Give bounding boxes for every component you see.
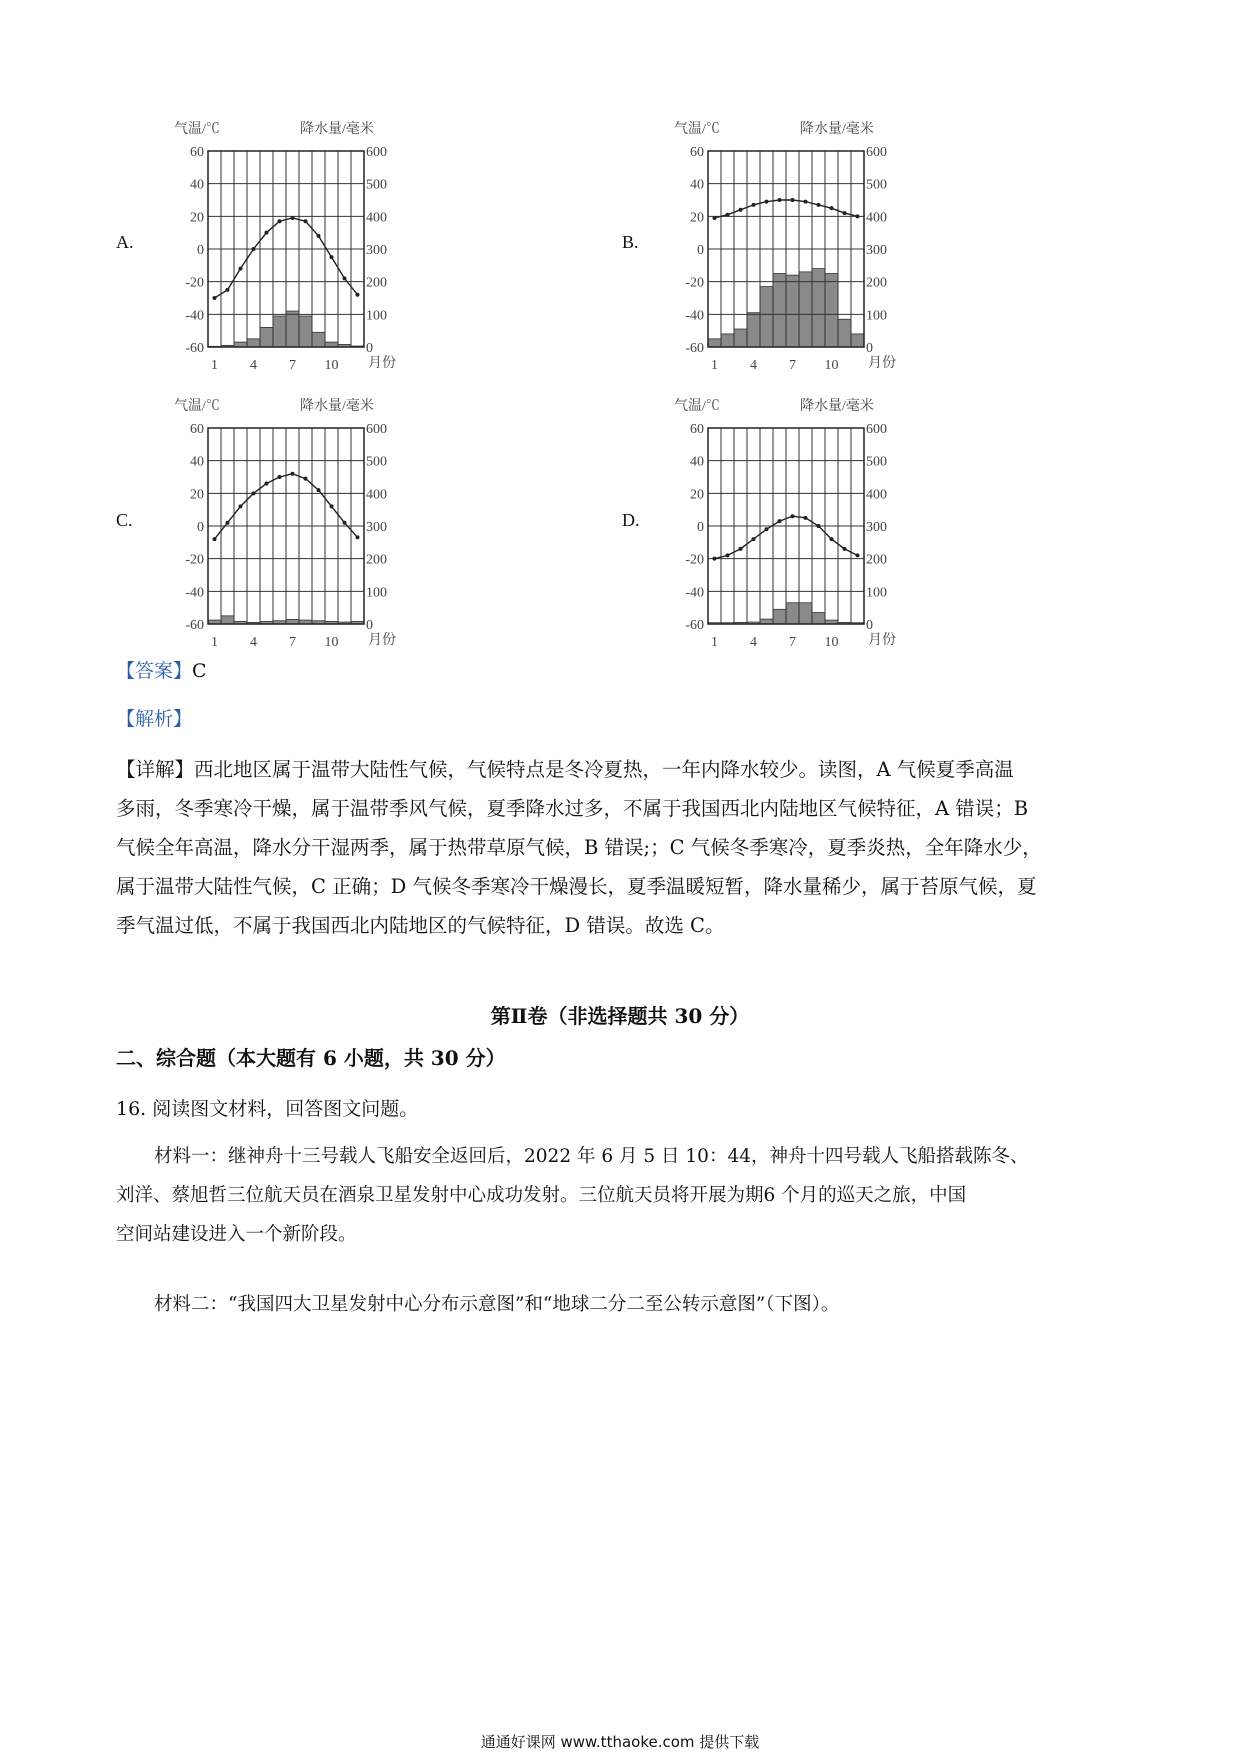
precip-bar [299, 316, 312, 347]
temperature-point [713, 557, 717, 561]
temperature-point [804, 516, 808, 520]
temp-tick-label: 0 [197, 520, 204, 535]
temp-axis-label: 气温/℃ [674, 399, 720, 414]
temperature-point [856, 553, 860, 557]
climate-chart-c-svg [160, 390, 460, 650]
temp-tick-label: 60 [190, 145, 204, 160]
precip-tick-label: 0 [366, 341, 373, 356]
temp-tick-label: -40 [185, 308, 204, 324]
temperature-point [291, 216, 295, 220]
precip-bar [799, 603, 812, 624]
month-axis-label: 月份 [368, 633, 396, 648]
temp-tick-label: -20 [685, 275, 704, 291]
month-tick-label: 4 [750, 358, 757, 373]
precip-bar [312, 332, 325, 347]
precip-bar [747, 313, 760, 347]
temperature-point [752, 537, 756, 541]
climate-chart-d-svg [660, 390, 960, 650]
month-axis-label: 月份 [368, 356, 396, 371]
month-tick-label: 1 [211, 358, 218, 373]
temperature-point [265, 482, 269, 486]
detail-line-4: 属于温带大陆性气候，C 正确；D 气候冬季寒冷干燥漫长，夏季温暖短暂，降水量稀少，属于苔原气候，夏 [116, 875, 1037, 898]
precip-tick-label: 200 [866, 552, 887, 568]
precip-bar [273, 316, 286, 347]
month-tick-label: 7 [789, 635, 796, 650]
temperature-point [356, 293, 360, 297]
material-one-line-3: 空间站建设进入一个新阶段。 [116, 1224, 357, 1245]
material-one-line-2: 刘洋、蔡旭哲三位航天员在酒泉卫星发射中心成功发射。三位航天员将开展为期6 个月的巡天之旅，中国 [116, 1185, 967, 1206]
month-tick-label: 7 [289, 358, 296, 373]
precip-bar [786, 603, 799, 624]
precip-tick-label: 400 [366, 210, 387, 226]
precip-bar [851, 334, 864, 347]
temp-tick-label: -20 [685, 552, 704, 568]
detail-line-1 [116, 750, 1126, 789]
temperature-point [778, 198, 782, 202]
month-tick-label: 1 [211, 635, 218, 650]
detail-text-1: 西北地区属于温带大陆性气候，气候特点是冬冷夏热，一年内降水较少。读图，A 气候夏季高温 [194, 758, 1014, 781]
answer-label: 【答案】 [116, 660, 193, 682]
temp-tick-label: 20 [190, 210, 204, 226]
temperature-point [713, 216, 717, 220]
climate-chart-a-svg [160, 113, 460, 373]
precip-bar [786, 275, 799, 347]
precip-tick-label: 100 [866, 308, 887, 324]
temp-tick-label: -60 [185, 341, 204, 356]
temp-tick-label: 0 [697, 520, 704, 535]
temperature-point [791, 198, 795, 202]
temperature-point [726, 553, 730, 557]
precip-tick-label: 400 [866, 487, 887, 503]
temp-tick-label: -40 [685, 585, 704, 601]
precip-bar [838, 319, 851, 347]
temperature-point [830, 206, 834, 210]
precip-bar [708, 339, 721, 347]
temperature-point [778, 519, 782, 523]
month-tick-label: 1 [711, 635, 718, 650]
month-tick-label: 10 [824, 358, 839, 373]
precip-tick-label: 500 [866, 454, 887, 470]
temperature-point [252, 491, 256, 495]
temperature-point [356, 535, 360, 539]
temp-tick-label: 20 [690, 487, 704, 503]
temperature-point [343, 521, 347, 525]
temperature-point [291, 472, 295, 476]
temperature-point [239, 267, 243, 271]
analysis-label: 【解析】 [116, 708, 193, 730]
temperature-point [843, 211, 847, 215]
temp-axis-label: 气温/℃ [174, 122, 220, 137]
precip-bar [812, 613, 825, 624]
temperature-point [726, 213, 730, 217]
temp-axis-label: 气温/℃ [174, 399, 220, 414]
precip-tick-label: 100 [366, 585, 387, 601]
month-tick-label: 10 [824, 635, 839, 650]
temperature-point [304, 219, 308, 223]
analysis-line [116, 710, 192, 729]
climate-chart-b-svg [660, 113, 960, 373]
precip-tick-label: 300 [366, 520, 387, 535]
material-one-line-1: 材料一：继神舟十三号载人飞船安全返回后，2022 年 6 月 5 日 10：44，神舟十四号载人飞船搭载陈冬、 [154, 1146, 1029, 1167]
temperature-point [317, 234, 321, 238]
temperature-point [239, 504, 243, 508]
temperature-point [330, 504, 334, 508]
month-tick-label: 7 [289, 635, 296, 650]
month-axis-label: 月份 [868, 356, 896, 371]
month-tick-label: 10 [324, 358, 339, 373]
footer-credit: 通通好课网 www.tthaoke.com 提供下载 [480, 1733, 760, 1751]
section-title: 第Ⅱ卷（非选择题共 30 分） [490, 1004, 750, 1028]
temperature-point [343, 276, 347, 280]
detail-line-5: 季气温过低，不属于我国西北内陆地区的气候特征，D 错误。故选 C。 [116, 914, 725, 937]
precip-bar [799, 272, 812, 347]
precip-bar [221, 616, 234, 624]
detail-paragraph [116, 750, 1126, 945]
climate-chart-c [160, 390, 460, 650]
temperature-point [278, 219, 282, 223]
temp-tick-label: -40 [185, 585, 204, 601]
precip-axis-label: 降水量/毫米 [800, 399, 874, 414]
precip-axis-label: 降水量/毫米 [800, 122, 874, 137]
precip-tick-label: 100 [866, 585, 887, 601]
temperature-point [213, 296, 217, 300]
precip-tick-label: 400 [866, 210, 887, 226]
temperature-point [843, 547, 847, 551]
temp-tick-label: 60 [690, 145, 704, 160]
temp-tick-label: 0 [697, 243, 704, 258]
temp-tick-label: 20 [190, 487, 204, 503]
precip-tick-label: 500 [366, 177, 387, 193]
temp-tick-label: -60 [685, 341, 704, 356]
precip-axis-label: 降水量/毫米 [300, 399, 374, 414]
temperature-point [213, 537, 217, 541]
precip-bar [286, 311, 299, 347]
month-tick-label: 7 [789, 358, 796, 373]
question-16: 16. 阅读图文材料，回答图文问题。 [116, 1098, 419, 1120]
precip-bar [260, 327, 273, 347]
precip-bar [773, 274, 786, 348]
temperature-point [817, 203, 821, 207]
temp-tick-label: 0 [197, 243, 204, 258]
month-tick-label: 4 [750, 635, 757, 650]
temperature-point [791, 514, 795, 518]
precip-tick-label: 600 [866, 422, 887, 437]
temperature-point [265, 231, 269, 235]
option-label-c: C. [116, 510, 133, 530]
temp-tick-label: -20 [185, 275, 204, 291]
precip-bar [812, 269, 825, 347]
month-tick-label: 4 [250, 358, 257, 373]
detail-line-2: 多雨，冬季寒冷干燥，属于温带季风气候，夏季降水过多，不属于我国西北内陆地区气候特征，A 错误；B [116, 797, 1029, 820]
precip-tick-label: 300 [366, 243, 387, 258]
precip-tick-label: 100 [366, 308, 387, 324]
precip-tick-label: 600 [366, 145, 387, 160]
temperature-point [317, 488, 321, 492]
precip-tick-label: 300 [866, 243, 887, 258]
climate-chart-a [160, 113, 460, 373]
temperature-point [817, 524, 821, 528]
temp-tick-label: -60 [185, 618, 204, 633]
temperature-point [765, 200, 769, 204]
temperature-point [226, 521, 230, 525]
temperature-point [278, 475, 282, 479]
climate-chart-d [660, 390, 960, 650]
temp-tick-label: -20 [185, 552, 204, 568]
material-two: 材料二：“我国四大卫星发射中心分布示意图”和“地球二分二至公转示意图”（下图）。 [154, 1294, 840, 1315]
detail-line-3: 气候全年高温，降水分干湿两季，属于热带草原气候，B 错误;；C 气候冬季寒冷，夏季炎热，全年降水少， [116, 836, 1042, 859]
precip-tick-label: 500 [866, 177, 887, 193]
precip-bar [734, 329, 747, 347]
temp-tick-label: 40 [190, 454, 204, 470]
option-label-b: B. [622, 232, 639, 252]
precip-tick-label: 200 [866, 275, 887, 291]
material-one-cont [116, 1176, 1126, 1254]
temp-tick-label: 20 [690, 210, 704, 226]
precip-bar [773, 609, 786, 624]
option-label-d: D. [622, 510, 640, 530]
precip-tick-label: 400 [366, 487, 387, 503]
temperature-point [226, 288, 230, 292]
precip-tick-label: 0 [866, 341, 873, 356]
part-title: 二、综合题（本大题有 6 小题，共 30 分） [116, 1046, 506, 1070]
temperature-point [739, 208, 743, 212]
temp-tick-label: 40 [690, 454, 704, 470]
temp-tick-label: -40 [685, 308, 704, 324]
option-label-a: A. [116, 232, 134, 252]
precip-tick-label: 0 [866, 618, 873, 633]
precip-bar [760, 287, 773, 347]
temp-tick-label: -60 [685, 618, 704, 633]
precip-bar [721, 334, 734, 347]
precip-tick-label: 0 [366, 618, 373, 633]
temp-tick-label: 40 [690, 177, 704, 193]
temp-tick-label: 40 [190, 177, 204, 193]
precip-tick-label: 600 [866, 145, 887, 160]
month-tick-label: 1 [711, 358, 718, 373]
answer-value: C [192, 660, 207, 682]
precip-tick-label: 600 [366, 422, 387, 437]
month-tick-label: 10 [324, 635, 339, 650]
temp-axis-label: 气温/℃ [674, 122, 720, 137]
temperature-point [830, 537, 834, 541]
temperature-point [739, 547, 743, 551]
month-axis-label: 月份 [868, 633, 896, 648]
temperature-point [752, 203, 756, 207]
precip-tick-label: 200 [366, 552, 387, 568]
temp-tick-label: 60 [690, 422, 704, 437]
temp-tick-label: 60 [190, 422, 204, 437]
temperature-point [304, 477, 308, 481]
climate-chart-b [660, 113, 960, 373]
precip-bar [825, 274, 838, 348]
precip-tick-label: 500 [366, 454, 387, 470]
precip-axis-label: 降水量/毫米 [300, 122, 374, 137]
precip-tick-label: 300 [866, 520, 887, 535]
temperature-point [330, 255, 334, 259]
temperature-point [856, 214, 860, 218]
precip-bar [247, 339, 260, 347]
temperature-point [765, 527, 769, 531]
answer-line [116, 662, 207, 681]
month-tick-label: 4 [250, 635, 257, 650]
detail-label: 【详解】 [116, 758, 195, 781]
precip-tick-label: 200 [366, 275, 387, 291]
temperature-point [252, 247, 256, 251]
material-one [116, 1137, 1126, 1176]
temperature-point [804, 200, 808, 204]
